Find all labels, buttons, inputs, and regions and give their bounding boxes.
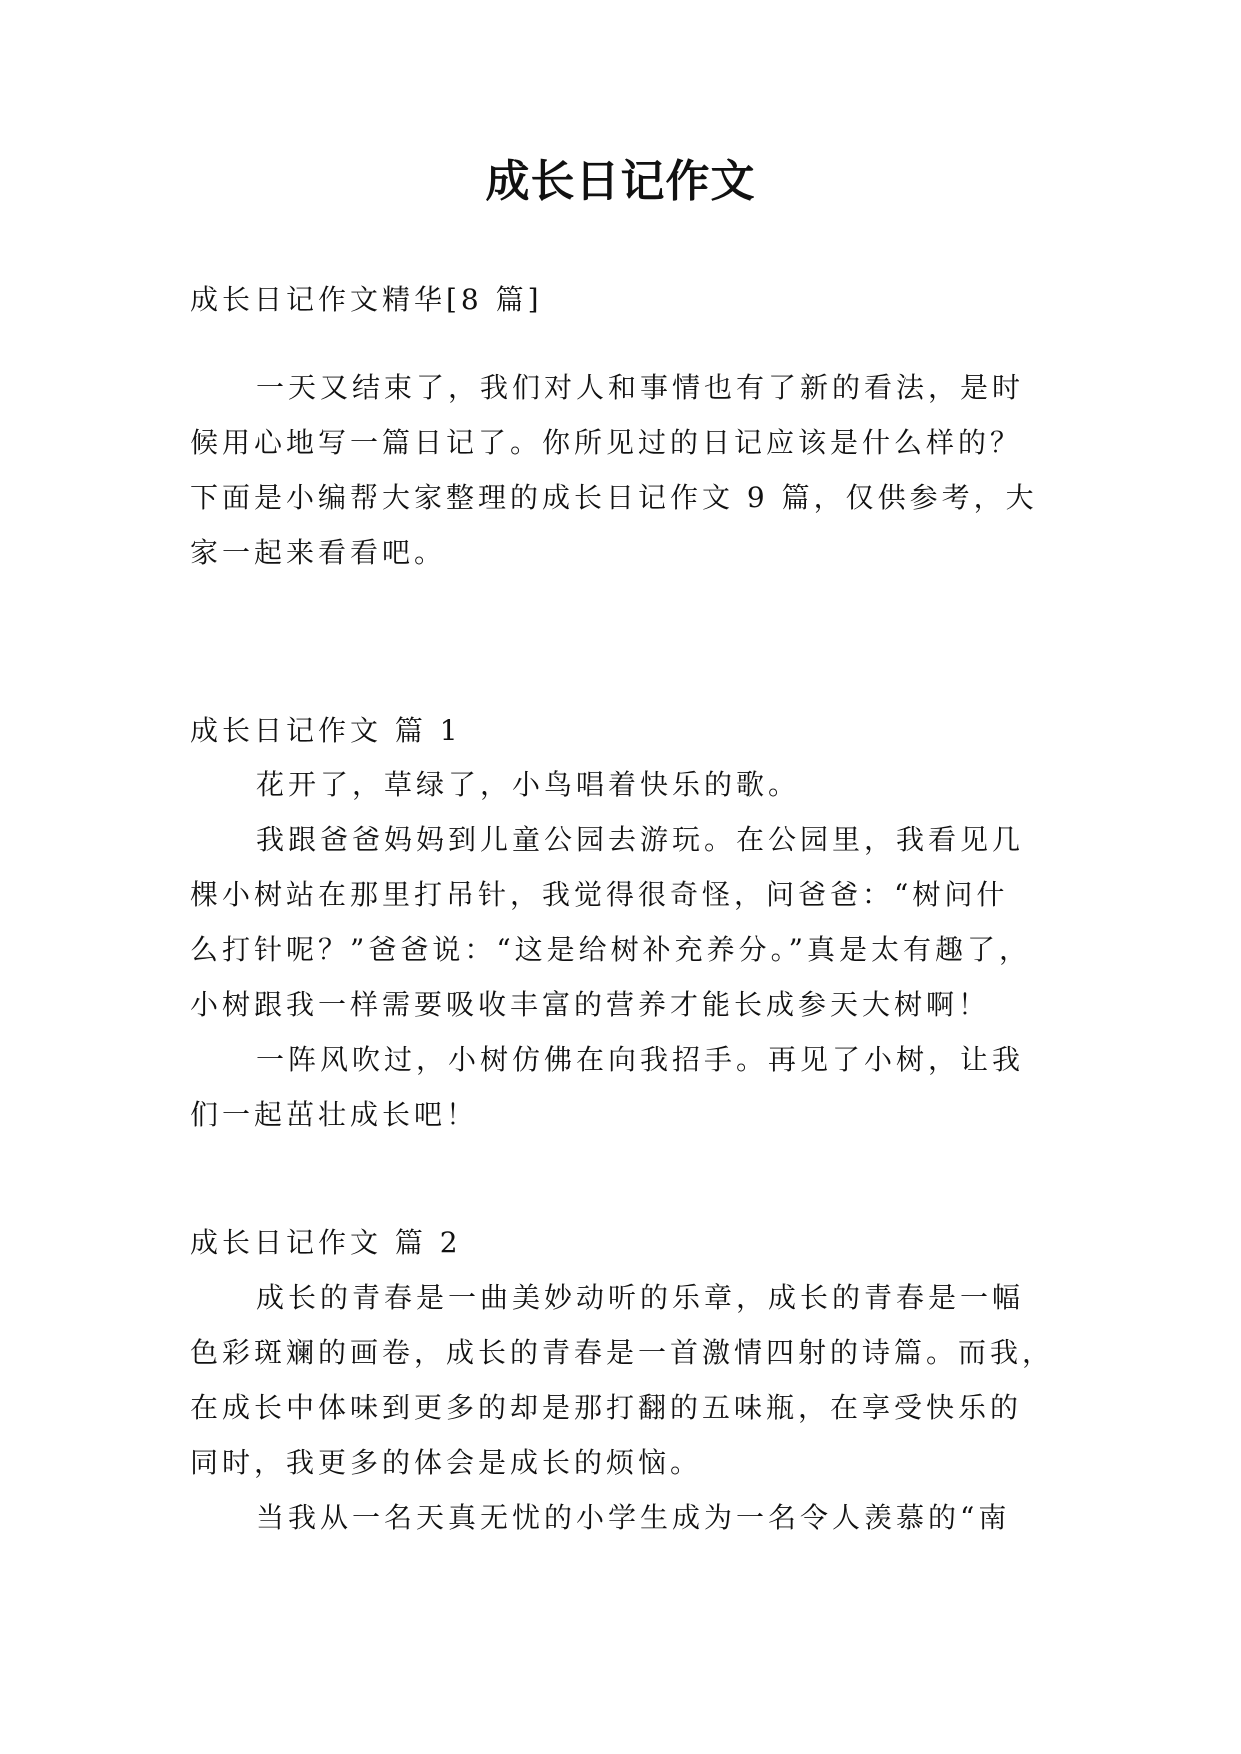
intro-paragraph — [190, 360, 1052, 580]
section-2-heading: 成长日记作文 篇 2 — [190, 1226, 462, 1259]
document-title: 成长日记作文 — [485, 156, 756, 207]
section-1-body — [190, 757, 1052, 1142]
text-line: 下面是小编帮大家整理的成长日记作文 9 篇，仅供参考，大 — [190, 481, 1038, 514]
text-line: 同时，我更多的体会是成长的烦恼。 — [190, 1446, 703, 1479]
text-line: 我跟爸爸妈妈到儿童公园去游玩。在公园里，我看见几 — [256, 823, 1025, 856]
text-line: 当我从一名天真无忧的小学生成为一名令人羡慕的“南 — [256, 1501, 1011, 1534]
text-line: 小树跟我一样需要吸收丰富的营养才能长成参天大树啊！ — [190, 988, 991, 1021]
text-line: 一阵风吹过，小树仿佛在向我招手。再见了小树，让我 — [256, 1043, 1025, 1076]
text-line: 在成长中体味到更多的却是那打翻的五味瓶，在享受快乐的 — [190, 1391, 1023, 1424]
text-line: 一天又结束了，我们对人和事情也有了新的看法，是时 — [256, 371, 1025, 404]
text-line: 家一起来看看吧。 — [190, 536, 447, 569]
text-line: 色彩斑斓的画卷，成长的青春是一首激情四射的诗篇。而我， — [190, 1336, 1055, 1369]
text-line: 花开了，草绿了，小鸟唱着快乐的歌。 — [256, 768, 801, 801]
text-line: 候用心地写一篇日记了。你所见过的日记应该是什么样的？ — [190, 426, 1023, 459]
text-line: 么打针呢？”爸爸说：“这是给树补充养分。”真是太有趣了， — [190, 933, 1031, 966]
text-line: 成长的青春是一曲美妙动听的乐章，成长的青春是一幅 — [256, 1281, 1025, 1314]
section-1-heading: 成长日记作文 篇 1 — [190, 714, 462, 747]
text-line: 们一起茁壮成长吧！ — [190, 1098, 479, 1131]
document-subtitle: 成长日记作文精华[8 篇] — [190, 283, 543, 316]
section-2-body — [190, 1270, 1055, 1545]
text-line: 棵小树站在那里打吊针，我觉得很奇怪，问爸爸：“树问什 — [190, 878, 1009, 911]
